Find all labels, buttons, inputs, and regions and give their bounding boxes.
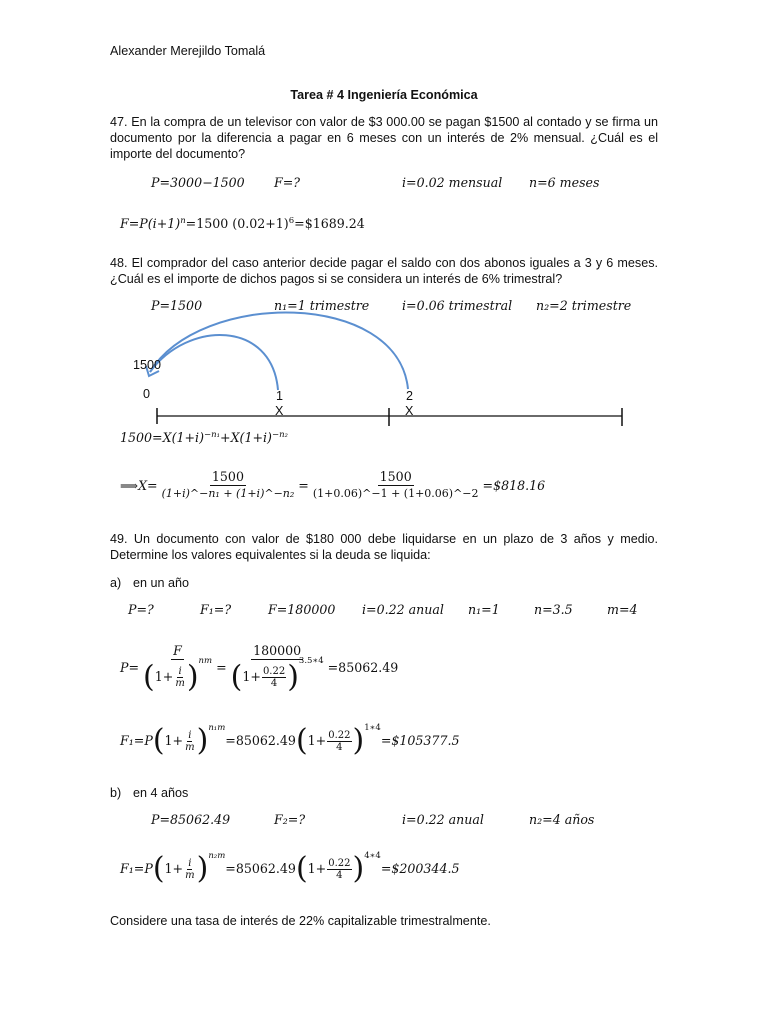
b-given-P: P=85062.49 [151,812,231,827]
a-given-F: F=180000 [268,602,336,617]
p48-frac1-den: (1+i)^−n₁ + (1+i)^−n₂ [161,487,295,500]
p47-given-P: P=3000−1500 [151,175,245,190]
diagram-amount: 1500 [133,358,162,372]
a-given-m: m=4 [607,602,638,617]
diagram-label-x1: X [275,404,284,418]
b-eq-mid: =85062.49 [225,861,296,876]
p48-eq1-exp1: −n₁ [204,429,221,440]
p48-equation-1 [120,430,288,446]
part-a-label: a) [110,576,122,590]
a-given-n1: n₁=1 [468,602,500,617]
part-b-label: b) [110,786,122,800]
diagram-label-2: 2 [406,389,414,403]
p48-given-P: P=1500 [151,298,203,313]
a-equation-P: P= F (1+ $\frac{i}{m}$ )$^{nm}$ = 180000 (1+ $\frac{0.22}{4}$ )$^{3.5∗4}$ =85062.49 [120,643,399,695]
p48-frac2-num: 1500 [379,469,412,484]
p47-exp-6: 6 [288,215,295,226]
arrow-from-period-1 [150,335,278,390]
a-given-F1: F₁=? [200,602,232,617]
part-a-text: en un año [133,576,190,590]
p48-frac1-num: 1500 [211,469,244,484]
a-given-P: P=? [128,602,154,617]
diagram-label-0: 0 [143,387,151,401]
b-given-i: i=0.22 anual [402,812,484,827]
p48-frac2-den: (1+0.06)^−1 + (1+0.06)^−2 [312,487,479,500]
author-name: Alexander Merejildo Tomalá [110,44,266,58]
implies-arrow-icon: ⟹ [120,477,139,493]
p47-given-F: F=? [274,175,301,190]
p48-fraction-2 [311,470,481,501]
p48-given-n1: n₁=1 trimestre [274,298,370,313]
diagram-label-x2: X [405,404,414,418]
a-given-n: n=3.5 [534,602,573,617]
p48-equation-2: ⟹ X= $\frac{1500}{\text{(1+i)\textasciicircum{}−n₁ + (1+i)\textasciicircum{}−n₂}}$ = $\frac{1500}{(1+0.06)\^{}-1 + (1+0.06)\^{}-2}$ =$818.16 [120,469,546,500]
a-eq1-fraction-2: 180000 (1+ $\frac{0.22}{4}$ )$^{3.5∗4}$ [230,643,324,695]
b-eq-lhs: F₁=P [120,861,153,876]
a-eq1-fraction-1: F (1+ $\frac{i}{m}$ )$^{nm}$ [143,643,213,695]
a-eq2-mid: =85062.49 [225,733,296,748]
a-eq1-result: =85062.49 [327,660,399,676]
problem-48-statement: 48. El comprador del caso anterior decide pagar el saldo con dos abonos iguales a 3 y 6 meses. ¿Cuál es el importe de dichos pagos si se considera un interés de 6% trimestral? [110,256,658,286]
a-eq1-num: F [173,643,182,658]
p47-formula-result: =$1689.24 [294,216,365,231]
p48-eq1-plus: +X(1+i) [220,430,272,445]
part-b-text: en 4 años [133,786,189,800]
p48-eq1-exp2: −n₂ [271,429,288,440]
arrow-from-period-2 [150,312,408,389]
a-given-i: i=0.22 anual [362,602,444,617]
p47-exp-n: n [180,215,186,226]
a-eq2-result: =$105377.5 [380,733,460,748]
p48-eq2-lhs: X= [138,477,158,493]
a-eq1-num2: 180000 [253,643,302,658]
b-equation-F: F₁=P ( 1+ $\frac{i}{m}$ ) n₂m =85062.49 ( 1+ $\frac{0.22}{4}$ ) 4∗4 =$200344.5 [120,851,460,886]
a-equation-F1: F₁=P ( 1+ $\frac{i}{m}$ ) n₁m =85062.49 ( 1+ $\frac{0.22}{4}$ ) 1∗4 =$105377.5 [120,723,460,758]
p47-given-n: n=6 meses [529,175,600,190]
document-title: Tarea # 4 Ingeniería Económica [290,88,478,102]
a-eq1-exp: nm [198,656,213,666]
p48-given-i: i=0.06 trimestral [402,298,513,313]
a-eq2-lhs: F₁=P [120,733,153,748]
footer-note: Considere una tasa de interés de 22% capitalizable trimestralmente. [110,914,491,928]
p47-formula-mid: =1500 (0.02+1) [185,216,289,231]
p48-given-n2: n₂=2 trimestre [536,298,632,313]
a-eq1-lhs: P= [120,660,140,676]
a-eq1-exp2: 3.5∗4 [298,656,324,666]
b-eq-result: =$200344.5 [380,861,460,876]
problem-47-statement: 47. En la compra de un televisor con valor de $3 000.00 se pagan $1500 al contado y se firma un documento por la diferencia a pagar en 6 meses con un interés de 2% mensual. ¿Cuál es el importe del documento? [110,115,658,161]
p47-formula-lhs: F=P(i+1) [120,216,181,231]
problem-49-statement: 49. Un documento con valor de $180 000 debe liquidarse en un plazo de 3 años y medio. Determine los valores equivalentes si la deuda se liquida: [110,532,658,562]
p48-fraction-1 [160,470,297,501]
p48-eq2-result: =$818.16 [482,477,546,493]
p48-eq1-lhs: 1500=X(1+i) [120,430,204,445]
diagram-label-1: 1 [276,389,284,403]
b-given-F2: F₂=? [274,812,306,827]
b-given-n2: n₂=4 años [529,812,595,827]
p47-given-i: i=0.02 mensual [402,175,503,190]
